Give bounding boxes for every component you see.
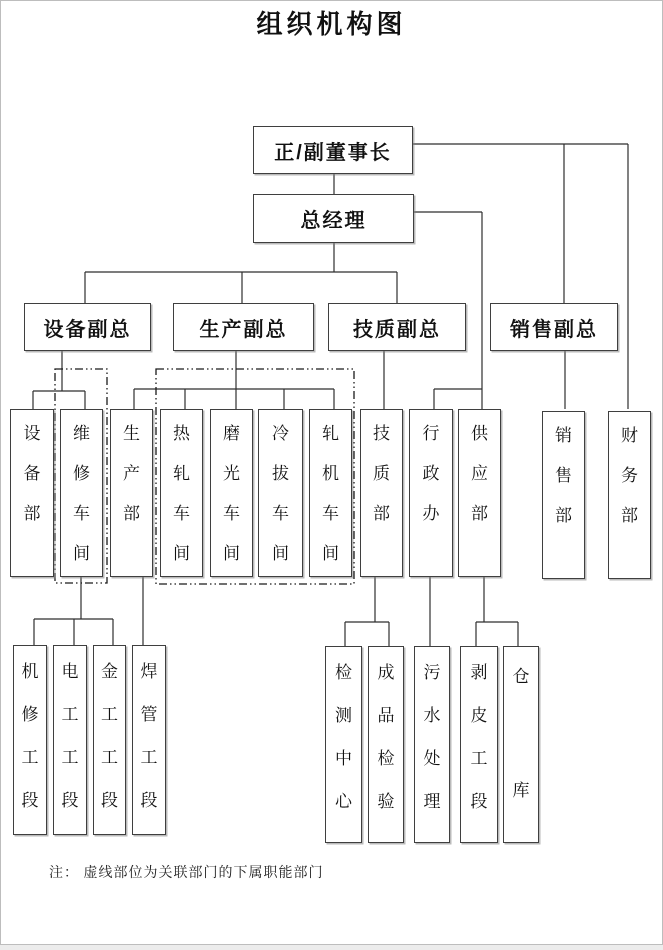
node-sales-dept: 销 售 部 xyxy=(542,411,585,579)
node-supply-dept: 供 应 部 xyxy=(458,409,501,577)
node-equipment-dept: 设 备 部 xyxy=(10,409,54,577)
node-warehouse: 仓 库 xyxy=(503,646,539,843)
node-sewage-treatment: 污 水 处 理 xyxy=(414,646,450,843)
node-general-manager: 总经理 xyxy=(253,194,414,243)
node-maintenance-workshop: 维 修 车 间 xyxy=(60,409,103,577)
node-vp-equipment: 设备副总 xyxy=(24,303,151,351)
node-cold-drawing-workshop: 冷 拔 车 间 xyxy=(258,409,303,577)
node-polishing-workshop: 磨 光 车 间 xyxy=(210,409,253,577)
node-electrician-section: 电 工 工 段 xyxy=(53,645,87,835)
chart-title: 组织机构图 xyxy=(256,9,407,39)
node-production-dept: 生 产 部 xyxy=(110,409,153,577)
legend-note: 注： 虚线部位为关联部门的下属职能部门 xyxy=(49,866,324,881)
node-finance-dept: 财 务 部 xyxy=(608,411,651,579)
node-welded-pipe-section: 焊 管 工 段 xyxy=(132,645,166,835)
node-product-inspection: 成 品 检 验 xyxy=(368,646,404,843)
node-rolling-mill-workshop: 轧 机 车 间 xyxy=(309,409,352,577)
node-vp-technology-quality: 技质副总 xyxy=(328,303,466,351)
node-chairman: 正/副董事长 xyxy=(253,126,413,174)
node-vp-sales: 销售副总 xyxy=(490,303,618,351)
node-machine-repair-section: 机 修 工 段 xyxy=(13,645,47,835)
node-hot-rolling-workshop: 热 轧 车 间 xyxy=(160,409,203,577)
node-metalwork-section: 金 工 工 段 xyxy=(93,645,126,835)
node-testing-center: 检 测 中 心 xyxy=(325,646,362,843)
node-admin-office: 行 政 办 xyxy=(409,409,453,577)
node-peeling-section: 剥 皮 工 段 xyxy=(460,646,498,843)
node-vp-production: 生产副总 xyxy=(173,303,314,351)
node-technology-quality-dept: 技 质 部 xyxy=(360,409,403,577)
